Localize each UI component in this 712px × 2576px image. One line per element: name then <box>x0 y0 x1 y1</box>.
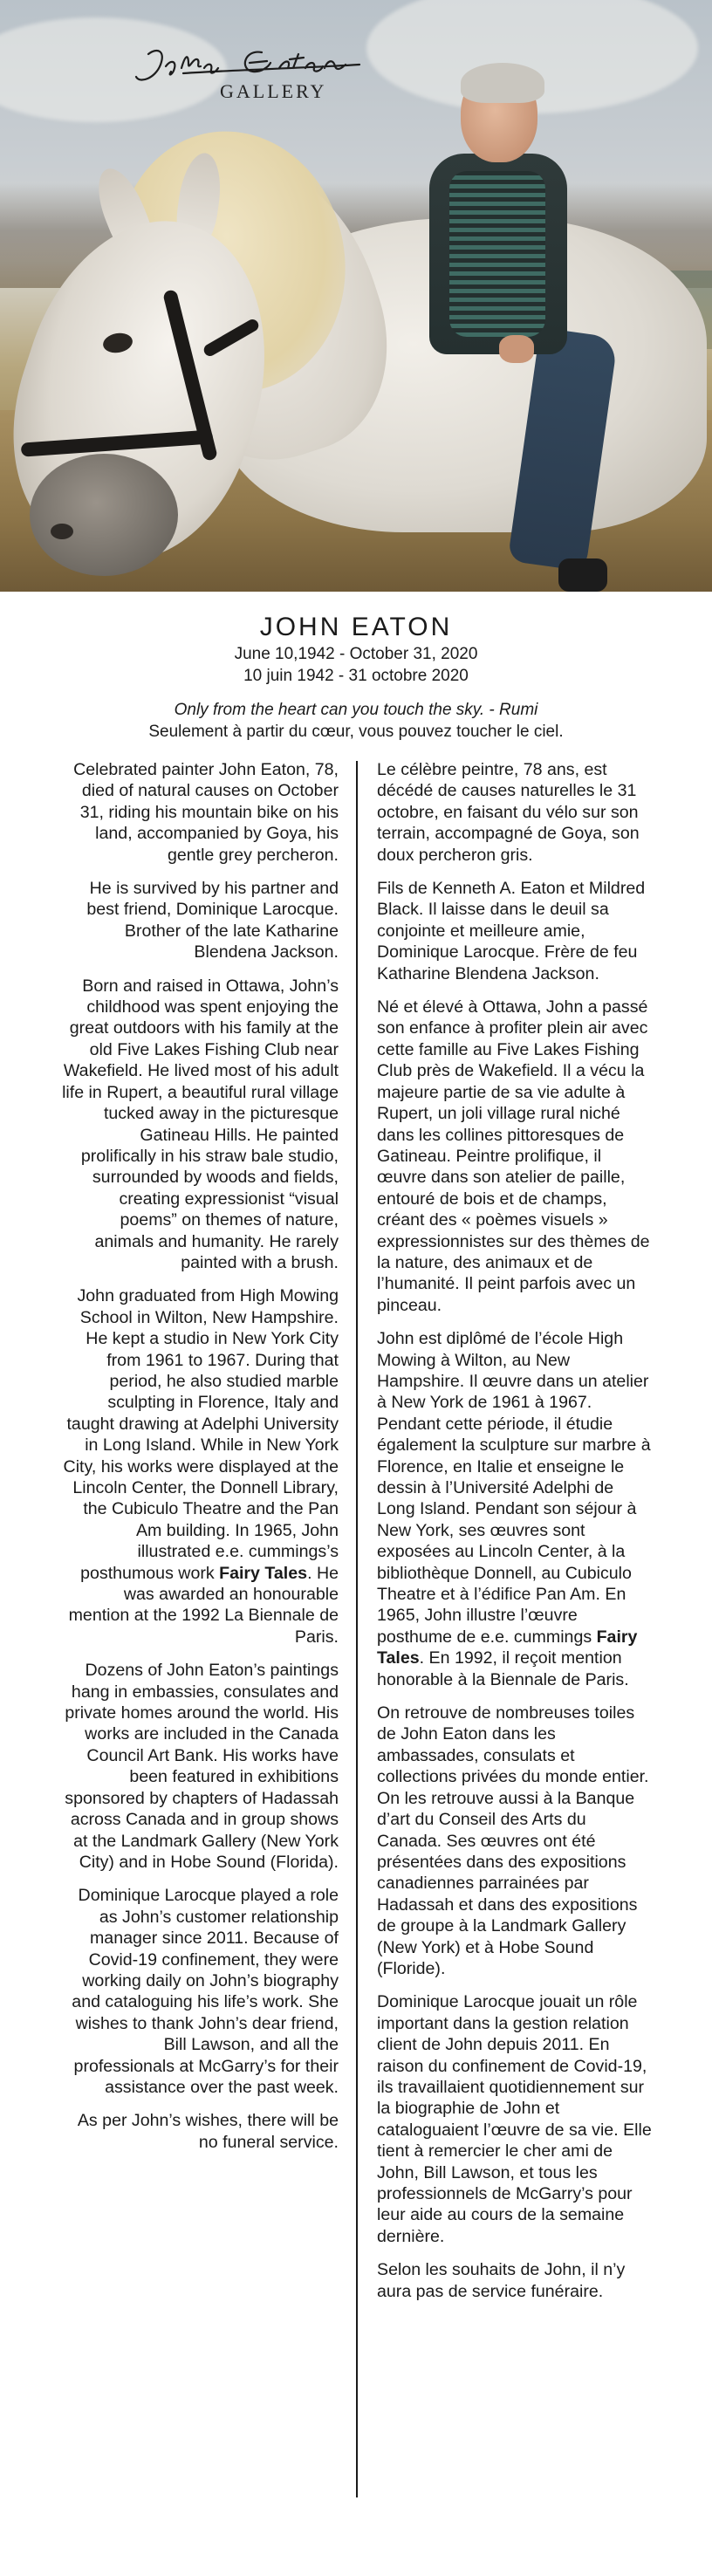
logo-gallery-text: GALLERY <box>220 80 327 102</box>
french-paragraph-text: John est diplômé de l’école High Mowing à Wilton, au New Hampshire. Il œuvre dans un atelier à New York de 1961 à 1967. Pendant cette période, il étudie également la sculpture sur marbre à Florence, en Italie et enseigne le dessin à l’Université Adelphi de Long Island. Pendant son séjour à New York, ses œuvres sont exposées au Lincoln Center, à la bibliothèque Donnell, au Cubiculo Theatre et à l’édifice Pan Am. En 1965, John illustre l’œuvre posthume de e.e. cummings <box>377 1329 651 1647</box>
english-paragraph-text: . He was awarded an honourable mention at the 1992 La Biennale de Paris. <box>68 1563 339 1647</box>
french-paragraph: On retrouve de nombreuses toiles de John Eaton dans les ambassades, consulats et collections privées du monde entier. On les retrouve aussi à la Banque d’art du Conseil des Arts du Canada. Ses œuvres ont été présentées dans des expositions canadiennes parrainées par Hadassah et dans des expositions de groupe à la Landmark Gallery (New York) et à Hobe Sound (Floride). <box>377 1703 649 1978</box>
book-title: Fairy Tales <box>219 1563 308 1583</box>
french-paragraph: Selon les souhaits de John, il n’y aura pas de service funéraire. <box>377 2260 626 2301</box>
french-paragraph: Né et élevé à Ottawa, John a passé son enfance à profiter plein air avec cette famille au Five Lakes Fishing Club près de Wakefield. Il a vécu la majeure partie de sa vie adulte à Rupert, un joli village rural niché dans les collines pittoresques de Gatineau. Peintre prolifique, il œuvre dans son atelier de paille, entouré de bois et de champs, créant des « poèmes visuels » expressionnistes sur des thèmes de la nature, des animaux et de l’humanité. Il peint parfois avec un pinceau. <box>377 997 650 1315</box>
english-column <box>61 759 339 2165</box>
english-paragraph <box>61 1285 339 1648</box>
english-paragraph: Dozens of John Eaton’s paintings hang in embassies, consulates and private homes around the world. His works are included in the Canada Council Art Bank. His works have been featured in exhibitions sponsored by chapters of Hadassah across Canada and in group shows at the Landmark Gallery (New York City) and in Hobe Sound (Florida). <box>65 1661 339 1872</box>
rider-sweater <box>449 171 545 337</box>
english-paragraph: Dominique Larocque played a role as John’s customer relationship manager since 2011. Because of Covid-19 confinement, they were working daily on John’s biography and cataloguing his life’s work. She wishes to thank John’s dear friend, Bill Lawson, and all the professionals at McGarry’s for their assistance over the past week. <box>72 1886 339 2097</box>
dates-french: 10 juin 1942 - 31 octobre 2020 <box>243 667 469 685</box>
english-paragraph: As per John’s wishes, there will be no funeral service. <box>77 2111 339 2152</box>
english-paragraph: Born and raised in Ottawa, John’s childhood was spent enjoying the great outdoors with his family at the old Five Lakes Fishing Club near Wakefield. He lived most of his adult life in Rupert, a beautiful rural village tucked away in the picturesque Gatineau Hills. He painted prolifically in his straw bale studio, surrounded by woods and fields, creating expressionist “visual poems” on themes of nature, animals and humanity. He rarely painted with a brush. <box>62 976 339 1272</box>
rider-boot <box>558 558 607 592</box>
french-paragraph: Fils de Kenneth A. Eaton et Mildred Black. Il laisse dans le deuil sa conjointe et meilleure amie, Dominique Larocque. Frère de feu Katharine Blendena Jackson. <box>377 879 646 983</box>
english-paragraph: He is survived by his partner and best friend, Dominique Larocque. Brother of the late Katharine Blendena Jackson. <box>86 879 339 963</box>
french-paragraph <box>377 1328 654 1690</box>
gallery-logo <box>131 38 375 108</box>
french-paragraph: Dominique Larocque jouait un rôle important dans la gestion relation client de John depuis 2011. En raison du confinement de Covid-19, ils travaillaient quotidiennement sur la biographie de John et cataloguaient l’œuvre de sa vie. Elle tient à remercier le cher ami de John, Bill Lawson, et tous les professionnels de McGarry’s pour leur aide au cours de la semaine dernière. <box>377 1992 652 2246</box>
english-paragraph-text: John graduated from High Mowing School in Wilton, New Hampshire. He kept a studio in New York City from 1961 to 1967. During that period, he also studied marble sculpting in Florence, Italy and taught drawing at Adelphi University in Long Island. While in New York City, his works were displayed at the Lincoln Center, the Donnell Library, the Cubiculo Theatre and the Pan Am building. In 1965, John illustrated e.e. cummings’s posthumous work <box>63 1286 339 1583</box>
french-column <box>377 759 654 2314</box>
english-paragraph: Celebrated painter John Eaton, 78, died of natural causes on October 31, riding his mountain bike on his land, accompanied by Goya, his gentle grey percheron. <box>73 760 339 865</box>
column-divider <box>356 761 358 2497</box>
header-photo <box>0 0 712 592</box>
dates-english: June 10,1942 - October 31, 2020 <box>234 645 478 663</box>
rider-hand <box>499 335 534 363</box>
horse-nostril <box>51 524 73 539</box>
french-paragraph: Le célèbre peintre, 78 ans, est décédé de causes naturelles le 31 octobre, en faisant du vélo sur son terrain, accompagné de Goya, son doux percheron gris. <box>377 760 640 865</box>
quote-english: Only from the heart can you touch the sky. - Rumi <box>174 701 538 719</box>
rider-hair <box>461 63 544 103</box>
title-block <box>0 602 712 742</box>
french-paragraph-text: . En 1992, il reçoit mention honorable à la Biennale de Paris. <box>377 1648 629 1689</box>
quote-french: Seulement à partir du cœur, vous pouvez toucher le ciel. <box>148 723 564 741</box>
deceased-name: JOHN EATON <box>259 613 453 641</box>
obituary-columns <box>61 759 651 2557</box>
horse-muzzle <box>30 454 178 576</box>
book-title: Fairy Tales <box>377 1627 638 1668</box>
